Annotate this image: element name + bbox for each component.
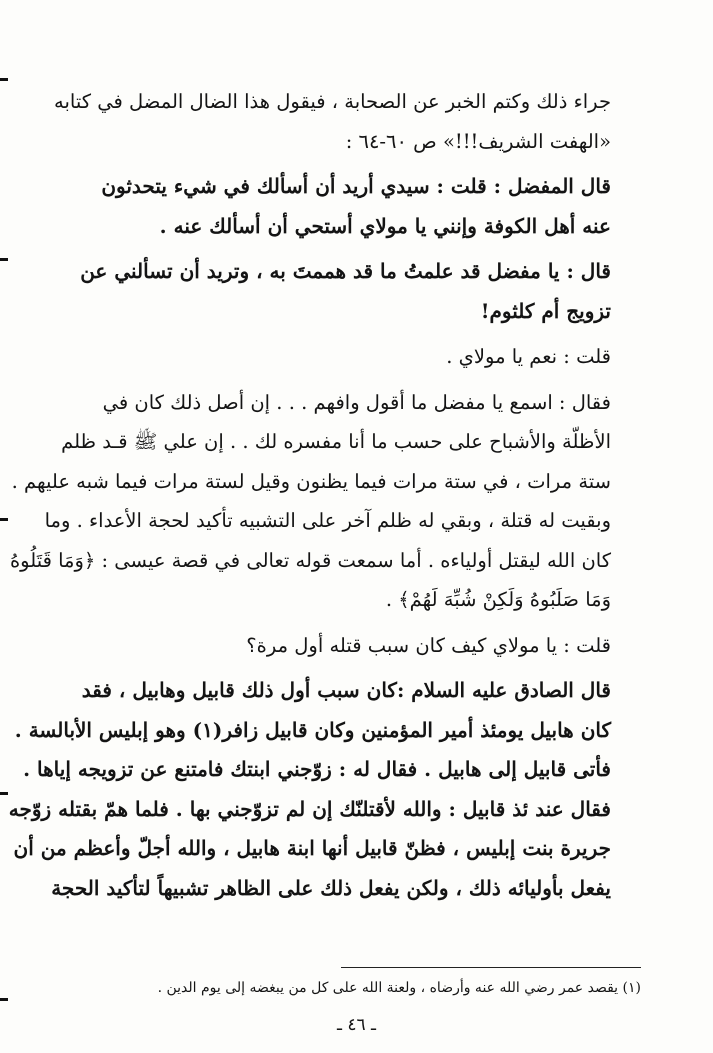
paragraph-1 — [38, 82, 641, 161]
text-line: تزويج أم كلثوم! — [480, 298, 611, 323]
margin-mark — [0, 792, 8, 795]
margin-mark — [0, 78, 8, 81]
margin-mark — [0, 518, 8, 521]
text-line: قلت : يا مولاي كيف كان سبب قتله أول مرة؟ — [246, 633, 611, 657]
text-line: عنه أهل الكوفة وإنني يا مولاي أستحي أن أسألك عنه . — [159, 213, 611, 238]
text-line: يفعل بأوليائه ذلك ، ولكن يفعل ذلك على الظاهر تشبيهاً لتأكيد الحجة — [51, 875, 611, 900]
text-line: الأظلّة والأشباح على حسب ما أنا مفسره لك . . إن علي ﷺ قـد ظلم — [61, 430, 611, 453]
text-line: قلت : نعم يا مولاي . — [446, 345, 611, 368]
paragraph-5 — [9, 383, 641, 620]
paragraph-4 — [38, 337, 641, 377]
text-line: فقال عند ئذ قابيل : والله لأقتلنّك إن لم تزوّجني بها . فلما همّ بقتله زوّجه — [8, 796, 611, 821]
text-line: وبقيت له قتلة ، وبقي له ظلم آخر على التشبيه تأكيد لحجة الأعداء . وما — [44, 509, 611, 532]
text-line: فقال : اسمع يا مفضل ما أقول وافهم . . . إن أصل ذلك كان في — [102, 390, 611, 414]
paragraph-2 — [38, 167, 641, 246]
margin-mark — [0, 998, 8, 1001]
text-line: فأتى قابيل إلى هابيل . فقال له : زوّجني ابنتك فامتنع عن تزويجه إياها . — [23, 757, 611, 781]
page-body — [8, 82, 641, 914]
text-line: ستة مرات ، في ستة مرات فيما يظنون وقيل لستة مرات فيما شبه عليهم . — [11, 469, 611, 493]
text-line: قال الصادق عليه السلام :كان سبب أول ذلك قابيل وهابيل ، فقد — [81, 678, 611, 702]
footnote-divider — [341, 967, 641, 968]
text-line: جريرة بنت إبليس ، فظنّ قابيل أنها ابنة هابيل ، والله أجلّ وأعظم من أن — [13, 836, 611, 860]
text-line: كان هابيل يومئذ أمير المؤمنين وكان قابيل زافر(١) وهو إبليس الأبالسة . — [14, 717, 611, 742]
footnote: (١) يقصد عمر رضي الله عنه وأرضاه ، ولعنة الله على كل من يبغضه إلى يوم الدين . — [157, 980, 641, 996]
text-line: كان الله ليقتل أولياءه . أما سمعت قوله تعالى في قصة عيسى : ﴿وَمَا قَتَلُوهُ — [9, 548, 611, 572]
text-line: قال : يا مفضل قد علمتُ ما قد هممتَ به ، وتريد أن تسألني عن — [80, 259, 611, 283]
paragraph-7 — [8, 671, 641, 908]
margin-mark — [0, 258, 8, 261]
page-number: ـ ٤٦ ـ — [336, 1015, 377, 1035]
paragraph-3 — [38, 252, 641, 331]
text-line: «الهفت الشريف!!!» ص ٦٠-٦٤ : — [345, 129, 611, 153]
paragraph-6 — [38, 626, 641, 666]
text-line: جراء ذلك وكتم الخبر عن الصحابة ، فيقول هذا الضال المضل في كتابه — [54, 90, 611, 113]
text-line: قال المفضل : قلت : سيدي أريد أن أسألك في شيء يتحدثون — [101, 174, 611, 198]
text-line: وَمَا صَلَبُوهُ وَلَكِنْ شُبِّهَ لَهُمْ﴾ . — [385, 588, 611, 611]
